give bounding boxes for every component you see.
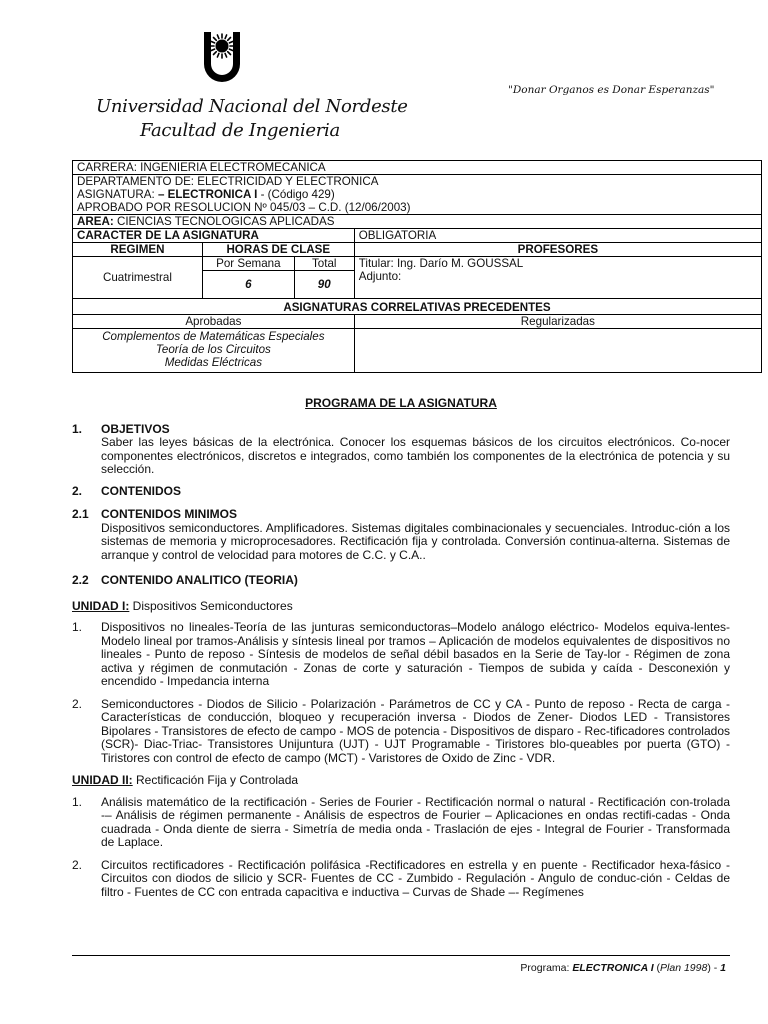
objetivos-text: Saber las leyes básicas de la electrónica. Conocer los esquemas básicos de los circuitos electrónicos. Co-nocer componentes electrónicos, discretos e integrados, como también los componentes de la electrónica de potencia y su selección. xyxy=(101,435,730,476)
titular: Titular: Ing. Darío M. GOUSSAL xyxy=(358,257,524,270)
unidad-1-item: 2. Semiconductores - Diodos de Silicio - Polarización - Parámetros de CC y CA - Punto de reposo - Recta de carga - Características de conducción, bloqueo y recuperación inversa - Diodos de Zener- Diodos LED - Transistores Bipolares - Transistores de efecto de campo - MOS de potencia - Dispositivos de disparo - Rec-tificadores controlados (SCR)- Diac-Triac- Transistores Unijuntura (UJT) - UJT Programable - Tiristores blo-queables por puerta (GTO) - Tiristores con control de efecto de campo (MCT) - Varistores de Oxido de Zinc - VDR. xyxy=(72,696,730,765)
departamento: DEPARTAMENTO DE: ELECTRICIDAD Y ELECTRONICA xyxy=(77,175,379,188)
aprobada-item: Complementos de Matemáticas Especiales xyxy=(102,330,325,343)
total-label: Total xyxy=(294,257,354,271)
aprobadas-list xyxy=(73,329,355,373)
course-info-table xyxy=(72,160,762,373)
regimen-label: REGIMEN xyxy=(73,243,203,257)
aprobado: APROBADO POR RESOLUCION Nº 045/03 – C.D. (12/06/2003) xyxy=(77,201,411,214)
page-footer: Programa: ELECTRONICA I (Plan 1998) - 1 xyxy=(520,962,726,974)
carrera: CARRERA: INGENIERIA ELECTROMECANICA xyxy=(73,161,762,175)
profesores-list xyxy=(354,257,761,299)
course-identification xyxy=(73,175,762,215)
university-name: Universidad Nacional del Nordeste xyxy=(96,96,408,117)
aprobada-item: Teoría de los Circuitos xyxy=(155,343,271,356)
horas-label: HORAS DE CLASE xyxy=(202,243,354,257)
program-content xyxy=(72,397,730,908)
unidad-2-item: 2. Circuitos rectificadores - Rectificación polifásica -Rectificadores en estrella y en puente - Rectificador hexa-fásico - Circuitos con diodos de silicio y SCR- Fuentes de CC - Zumbido - Regulación - Angulo de conduc-ción - Celdas de filtro - Fuentes de CC con entrada capacitiva e inductiva – Curvas de Shade –- Regímenes xyxy=(72,857,730,899)
unidad-2-heading: UNIDAD II: Rectificación Fija y Controlada xyxy=(72,773,299,787)
aprobadas-label: Aprobadas xyxy=(73,315,355,329)
section-contenidos-minimos: 2.1 CONTENIDOS MINIMOS xyxy=(72,507,238,521)
contenidos-minimos-text: Dispositivos semiconductores. Amplificadores. Sistemas digitales combinacionales y secuenciales. Introduc-ción a los sistemas de memoria y microprocesadores. Rectificación fija y controlada. Conversión continua-alterna. Sistemas de arranque y control de velocidad para motores de C.C. y C.A.. xyxy=(101,520,730,562)
adjunto: Adjunto: xyxy=(358,270,402,283)
regularizadas-list xyxy=(354,329,761,373)
regularizadas-label: Regularizadas xyxy=(354,315,761,329)
unidad-1-heading: UNIDAD I: Dispositivos Semiconductores xyxy=(72,598,293,613)
por-semana-value: 6 xyxy=(202,271,294,299)
caracter-label: CARACTER DE LA ASIGNATURA xyxy=(73,229,355,243)
motto: "Donar Organos es Donar Esperanzas" xyxy=(508,84,715,96)
program-title: PROGRAMA DE LA ASIGNATURA xyxy=(305,396,497,410)
asignatura: ASIGNATURA: – ELECTRONICA I - (Código 429) xyxy=(77,188,335,201)
regimen-value: Cuatrimestral xyxy=(73,257,203,299)
section-contenidos: 2. CONTENIDOS xyxy=(72,483,182,498)
por-semana-label: Por Semana xyxy=(202,257,294,271)
unidad-2-item: 1. Análisis matemático de la rectificación - Series de Fourier - Rectificación normal o natural - Rectificación con-trolada -– Análisis de régimen permanente - Análisis de espectros de Fourier – Aplicaciones en ondas rectifi-cadas - Onda cuadrada - Onda diente de sierra - Simetría de media onda - Traslación de ejes - Integral de Fourier - Transformada de Laplace. xyxy=(72,794,730,849)
total-value: 90 xyxy=(294,271,354,299)
footer-rule xyxy=(72,955,730,956)
university-logo xyxy=(200,30,244,88)
faculty-name: Facultad de Ingenieria xyxy=(140,120,340,141)
profesores-label: PROFESORES xyxy=(354,243,761,257)
correlativas-label: ASIGNATURAS CORRELATIVAS PRECEDENTES xyxy=(73,299,762,315)
page-number: 1 xyxy=(720,962,726,974)
unidad-1-item: 1. Dispositivos no lineales-Teoría de las junturas semiconductoras–Modelo análogo eléctrico- Modelos equiva-lentes-Modelo lineal por tramos-Análisis y síntesis lineal por tramos – Aplicación de modelos equivalentes de dispositivos no lineales - Punto de reposo - Síntesis de modelos de señal débil basados en la Serie de Tay-lor - Régimen de zona activa y régimen de conmutación - Zonas de corte y saturación - Tiempos de subida y caída - Desconexión y encendido - Impedancia interna xyxy=(72,620,730,688)
area: AREA: CIENCIAS TECNOLOGICAS APLICADAS xyxy=(73,215,762,229)
caracter-value: OBLIGATORIA xyxy=(354,229,761,243)
aprobada-item: Medidas Eléctricas xyxy=(164,356,262,369)
section-objetivos: 1. OBJETIVOS xyxy=(72,421,170,436)
section-contenido-analitico: 2.2 CONTENIDO ANALITICO (TEORIA) xyxy=(72,573,298,587)
